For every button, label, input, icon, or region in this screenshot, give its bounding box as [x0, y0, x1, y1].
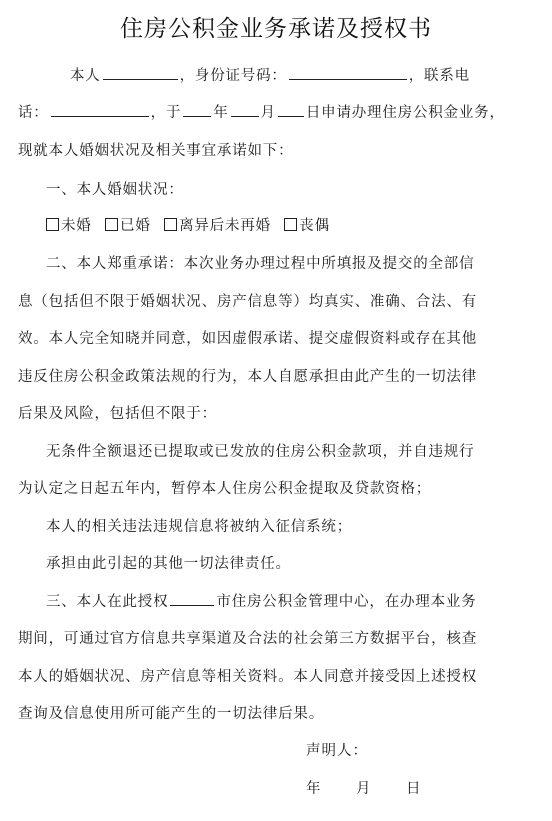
- option-unmarried-label: 未婚: [61, 218, 92, 234]
- authorization-prefix: 三、本人在此授权: [46, 594, 169, 610]
- section2-line-5: 后果及风险，包括但不限于：: [18, 406, 217, 422]
- option-married[interactable]: [105, 218, 151, 234]
- consequence-item-2: 本人的相关违法违规信息将被纳入征信系统；: [46, 519, 352, 535]
- declarant-label: 声明人：: [306, 743, 368, 759]
- checkbox-married[interactable]: [105, 218, 118, 231]
- section3-line-4: 查询及信息使用所可能产生的一切法律后果。: [18, 706, 324, 722]
- document-title: 住房公积金业务承诺及授权书: [120, 16, 432, 42]
- section2-line-1: 二、本人郑重承诺：本次业务办理过程中所填报及提交的全部信: [46, 256, 475, 272]
- intro-self-label: 本人: [70, 68, 101, 84]
- consequence-item-3: 承担由此引起的其他一切法律责任。: [46, 556, 291, 572]
- contact-label-start: ，联系电: [408, 68, 470, 84]
- option-widowed[interactable]: [284, 218, 330, 234]
- signature-year-label: 年: [306, 781, 322, 797]
- authorization-suffix: 市住房公积金管理中心，在办理本业务: [216, 594, 477, 610]
- year-blank[interactable]: [183, 102, 211, 117]
- option-unmarried[interactable]: [46, 218, 92, 234]
- option-divorced-label: 离异后未再婚: [179, 218, 271, 234]
- section3-line-1: [46, 590, 538, 611]
- checkbox-widowed[interactable]: [284, 218, 297, 231]
- phone-label-end: 话：: [18, 105, 49, 121]
- city-blank[interactable]: [170, 591, 214, 606]
- month-blank[interactable]: [231, 102, 259, 117]
- checkbox-divorced[interactable]: [164, 218, 177, 231]
- option-married-label: 已婚: [120, 218, 151, 234]
- marital-status-options: [46, 214, 552, 235]
- option-divorced[interactable]: [164, 218, 271, 234]
- option-widowed-label: 丧偶: [299, 218, 330, 234]
- date-prefix: ，于: [150, 105, 182, 121]
- id-number-blank[interactable]: [289, 65, 407, 80]
- intro-line-3: 现就本人婚姻状况及相关事宜承诺如下：: [18, 143, 294, 159]
- section2-line-3: 效。本人完全知晓并同意，如因虚假承诺、提交虚假资料或存在其他: [18, 331, 477, 347]
- consequence-item-1-line-2: 为认定之日起五年内，暂停本人住房公积金提取及贷款资格；: [18, 481, 432, 497]
- checkbox-unmarried[interactable]: [46, 218, 59, 231]
- day-blank[interactable]: [278, 102, 304, 117]
- intro-line-2: [18, 101, 538, 122]
- consequence-item-1-line-1: 无条件全额退还已提取或已发放的住房公积金款项，并自违规行: [46, 444, 475, 460]
- month-label: 月: [260, 105, 276, 121]
- section2-line-2: 息（包括但不限于婚姻状况、房产信息等）均真实、准确、合法、有: [18, 294, 477, 310]
- year-label: 年: [213, 105, 229, 121]
- signature-day-label: 日: [406, 781, 422, 797]
- intro-line-1: [70, 64, 540, 85]
- name-blank[interactable]: [103, 65, 178, 80]
- signature-month-label: 月: [356, 781, 372, 797]
- application-text: 日申请办理住房公积金业务，: [305, 105, 505, 121]
- section3-line-3: 本人的婚姻状况、房产信息等相关资料。本人同意并接受因上述授权: [18, 669, 477, 685]
- section1-heading: 一、本人婚姻状况：: [46, 182, 184, 198]
- section2-line-4: 违反住房公积金政策法规的行为，本人自愿承担由此产生的一切法律: [18, 369, 477, 385]
- section3-line-2: 期间，可通过官方信息共享渠道及合法的社会第三方数据平台，核查: [18, 631, 477, 647]
- id-number-label: ，身份证号码：: [179, 68, 287, 84]
- phone-blank[interactable]: [51, 102, 149, 117]
